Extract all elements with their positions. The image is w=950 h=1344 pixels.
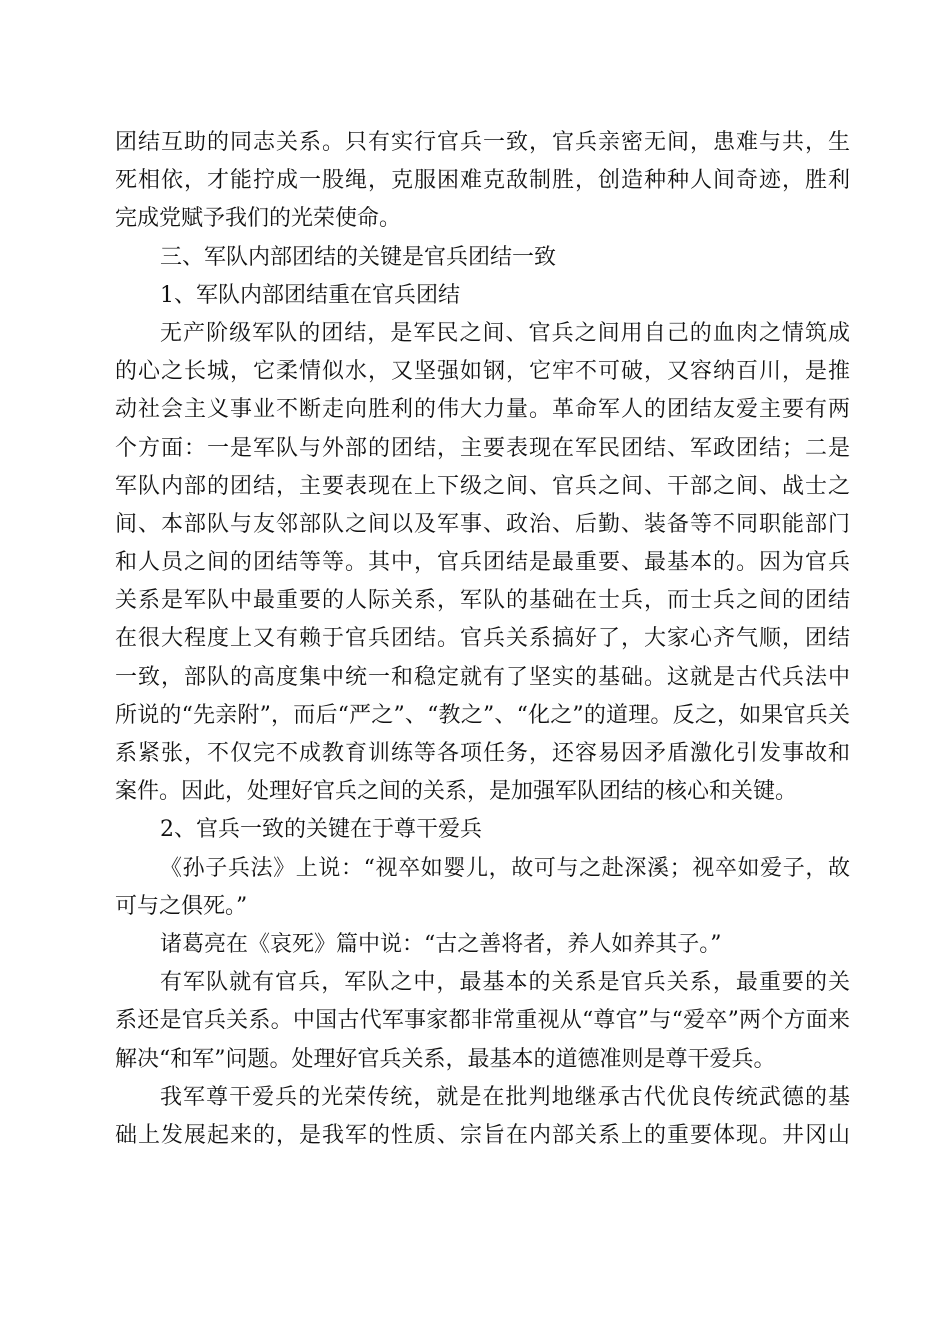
text-line: 诸葛亮在《哀死》篇中说：“古之善将者，养人如养其子。” (160, 931, 722, 957)
text-line: 系还是官兵关系。中国古代军事家都非常重视从“尊官”与“爱卒”两个方面来 (115, 1008, 850, 1034)
text-line: 可与之俱死。” (115, 893, 248, 919)
text-line: 2、官兵一致的关键在于尊干爱兵 (160, 817, 482, 843)
text-line: 间、本部队与友邻部队之间以及军事、政治、后勤、装备等不同职能部门 (115, 511, 850, 537)
text-line: 一致，部队的高度集中统一和稳定就有了坚实的基础。这就是古代兵法中 (115, 664, 850, 690)
text-line: 完成党赋予我们的光荣使命。 (115, 206, 402, 232)
text-line: 我军尊干爱兵的光荣传统，就是在批判地继承古代优良传统武德的基 (160, 1084, 850, 1110)
text-line: 所说的“先亲附”，而后“严之”、“教之”、“化之”的道理。反之，如果官兵关 (115, 702, 850, 728)
text-line: 军队内部的团结，主要表现在上下级之间、官兵之间、干部之间、战士之 (115, 473, 850, 499)
text-line: 关系是军队中最重要的人际关系，军队的基础在士兵，而士兵之间的团结 (115, 588, 850, 614)
text-line: 无产阶级军队的团结，是军民之间、官兵之间用自己的血肉之情筑成 (160, 320, 850, 346)
text-line: 解决“和军”问题。处理好官兵关系，最基本的道德准则是尊干爱兵。 (115, 1046, 776, 1072)
text-line: 础上发展起来的，是我军的性质、宗旨在内部关系上的重要体现。井冈山 (115, 1122, 850, 1148)
text-line: 个方面：一是军队与外部的团结，主要表现在军民团结、军政团结；二是 (115, 435, 850, 461)
text-line: 系紧张，不仅完不成教育训练等各项任务，还容易因矛盾激化引发事故和 (115, 741, 850, 766)
document-page (115, 124, 850, 1155)
text-line: 动社会主义事业不断走向胜利的伟大力量。革命军人的团结友爱主要有两 (115, 397, 850, 423)
text-line: 死相依，才能拧成一股绳，克服困难克敌制胜，创造种种人间奇迹，胜利 (115, 168, 850, 194)
text-line: 在很大程度上又有赖于官兵团结。官兵关系搞好了，大家心齐气顺，团结 (115, 626, 850, 652)
text-line: 有军队就有官兵，军队之中，最基本的关系是官兵关系，最重要的关 (160, 970, 850, 996)
text-line: 案件。因此，处理好官兵之间的关系，是加强军队团结的核心和关键。 (115, 779, 798, 805)
text-line: 团结互助的同志关系。只有实行官兵一致，官兵亲密无间，患难与共，生 (115, 130, 850, 155)
text-line: 的心之长城，它柔情似水，又坚强如钢，它牢不可破，又容纳百川，是推 (115, 359, 850, 385)
text-line: 和人员之间的团结等等。其中，官兵团结是最重要、最基本的。因为官兵 (115, 550, 850, 576)
text-line: 三、军队内部团结的关键是官兵团结一致 (160, 244, 557, 270)
text-line: 1、军队内部团结重在官兵团结 (160, 282, 460, 308)
text-line: 《孙子兵法》上说：“视卒如婴儿，故可与之赴深溪；视卒如爱子，故 (160, 855, 850, 881)
